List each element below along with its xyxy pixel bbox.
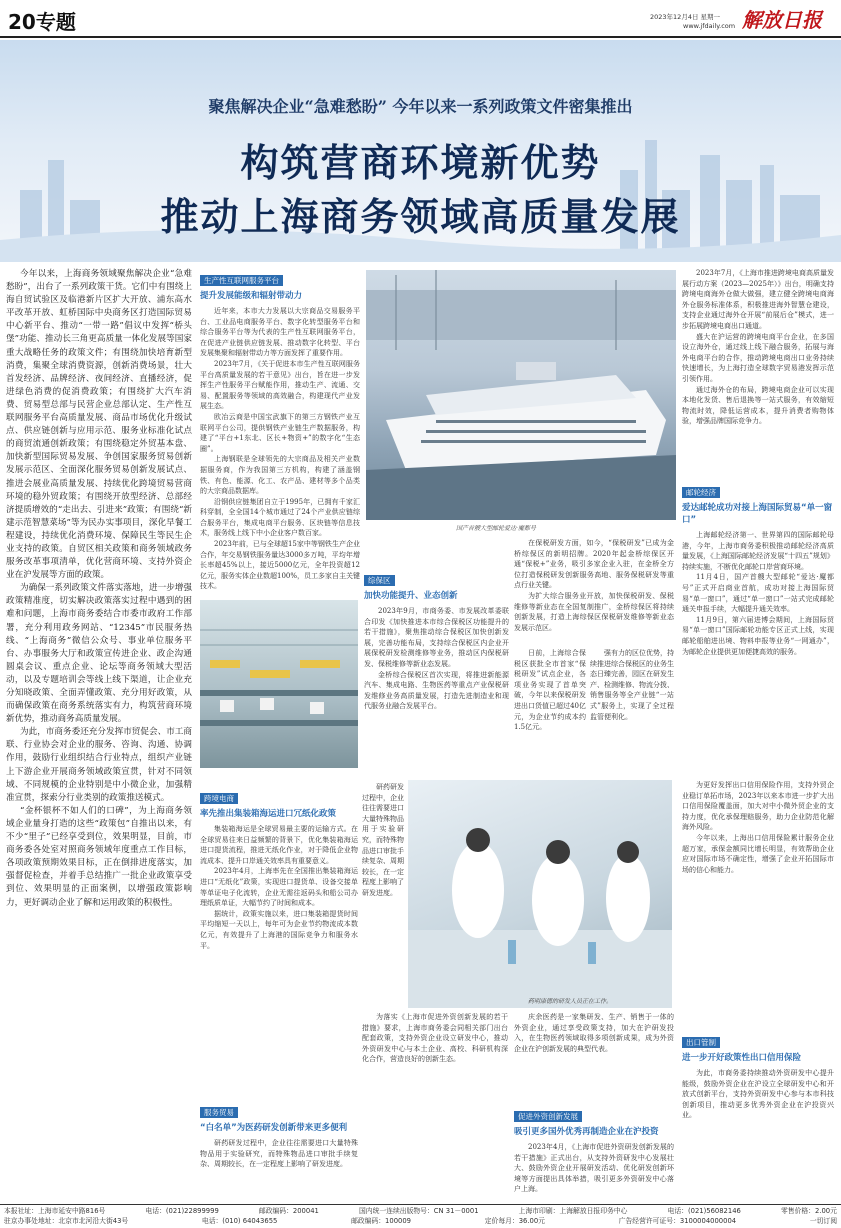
- footer-postcode: 邮政编码：200041: [258, 1207, 319, 1215]
- body-paragraph: 2023年前，已与全球超15家中等钢铁生产企业合作，年交易钢铁服务量达3000多万吨，平均年增长率超45%以上，接近5000亿元，全年投资超12亿元，服务实体企业数超100%，员工多家自主关键技术。: [200, 540, 361, 591]
- body-paragraph: 11月4日，国产首艘大型邮轮“爱达·魔都号”正式开启商业首航，成功对接上海国际贸易“单一窗口”，通过“单一窗口”一站式完成邮轮通关申报手续，大幅提升通关效率。: [682, 573, 834, 614]
- section-subhead: 加快功能提升、业态创新: [364, 591, 458, 601]
- section-body: [200, 1138, 358, 1178]
- footer-subscribe: 一切订阅: [809, 1217, 837, 1225]
- footer-issn: 国内统一连续出版物号：CN 31－0001: [359, 1207, 479, 1215]
- section-subhead: 爱达邮轮成功对接上海国际贸易“单一窗口”: [682, 503, 833, 525]
- section-label: 生产性互联网服务平台: [200, 275, 283, 286]
- intro-column: [6, 268, 192, 1168]
- lab-photo: [408, 780, 672, 1008]
- header-date: 2023年12月4日 星期一: [650, 13, 721, 21]
- section-label: 综保区: [364, 575, 395, 586]
- footer-beijing-phone: 电话：(010) 64043655: [201, 1217, 278, 1225]
- section-subhead: “白名单”为医药研发创新带来更多便利: [200, 1123, 348, 1133]
- section-label: 邮轮经济: [682, 487, 720, 498]
- body-paragraph: 据统计，政策实施以来，进口集装箱提货时间平均缩短一天以上，每年可为企业节约物流成本数亿元，有效提升了上海港的国际竞争力和服务水平。: [200, 909, 358, 950]
- right-column-middle: [682, 780, 834, 1026]
- newspaper-logo: 解放日报: [742, 8, 822, 32]
- body-paragraph: 2023年4月，《上海市促进外资研发创新发展的若干措施》正式出台，从支持外资研发中心发展壮大、鼓励外资企业开展研发活动、优化研发创新环境等方面提出具体举措，吸引更多外资研发中心落户上海。: [514, 1143, 674, 1194]
- footer: [4, 1206, 837, 1226]
- cruise-ship-photo: [366, 270, 676, 532]
- body-paragraph: 庆余医药是一家集研发、生产、销售于一体的外资企业，通过享受政策支持，加大在沪研发投入，在生物医药领域取得多项创新成果，成为外资企业在沪创新发展的典型代表。: [514, 1013, 674, 1053]
- service-trade-narrow-column: [362, 782, 404, 978]
- lab-caption: 药明康德的研发人员正在工作。: [528, 998, 613, 1005]
- service-trade-body-continued: [362, 1012, 508, 1162]
- footer-price: 零售价格：2.00元: [781, 1207, 837, 1215]
- body-paragraph: 为扩大综合服务业开放，加快保税研发、保税维修等新业态在全国复制推广，金桥综保区将持续创新发展，打造上海综保区保税研发维修等新业态发展示范区。: [514, 591, 674, 632]
- section-platform: [200, 268, 360, 628]
- header-web: www.jfdaily.com: [683, 22, 736, 30]
- footer-address: 本报社址：上海市延安中路816号: [4, 1207, 106, 1215]
- footer-line-1: [4, 1206, 837, 1216]
- section-paperless: [200, 786, 358, 1094]
- body-paragraph: 近年来，本市大力发展以大宗商品交易服务平台、工业品电商服务平台、数字化转型服务平台和综合服务平台等为代表的生产性互联网服务平台，在促进产业链供应链发展、推动数字化转型、平台发展集聚和辐射带动力等方面发挥了重要作用。: [200, 307, 360, 358]
- section-body: [200, 824, 358, 1094]
- section-subhead: 提升发展能级和辐射带动力: [200, 291, 303, 301]
- warehouse-illustration: [200, 600, 358, 768]
- section-body: [682, 530, 834, 800]
- body-paragraph: 盛大在沪运营的跨境电商平台企业，在多国设立海外仓，通过线上线下融合服务，拓展与海外电商平台的合作，推动跨境电商出口业务持续快速增长，为上海打造全球数字贸易港发挥示范引领作用。: [682, 332, 834, 383]
- footer-ad-license: 广告经营许可证号：3100004000004: [618, 1217, 737, 1225]
- section-subhead: 率先推出集装箱海运进口冗纸化政策: [200, 809, 337, 819]
- cruise-ship-caption: 国产首艘大型邮轮爱达·魔都号: [456, 525, 536, 532]
- intro-paragraph-1: 今年以来，上海商务领域聚焦解决企业“急难愁盼”，出台了一系列政策干货。它们中有围绕上海自贸试验区及临港新片区扩大开放、浦东高水平改革开放、虹桥国际中央商务区打造国际贸易中心新平台、推动“一带一路”倡议中发挥“桥头堡”功能、推动长三角更高质量一体化发展等国家重大战略任务的政策文件；有围绕加快培育新型消费，集聚全球消费资源，创新消费场景，壮大首发经济、品牌经济、夜间经济、直播经济，促进绿色消费的促消费政策；有围绕扩大汽车消费、贸易型总部与民营企业总部认定、生产性互联网服务平台高质量发展、商品市场优化升级试点、供应链创新与应用示范、服务业标准化试点的商贸流通创新政策；有围绕稳定外贸基本盘、加快新型国际贸易发展、争创国家服务贸易创新发展示范区、全面深化服务贸易创新发展试点、推进会展业高质量发展、持续优化跨境贸易营商环境的稳外贸政策；有围绕开放型经济、总部经济提质增效的“走出去、引进来”政策；有围绕“新建示范智慧菜场”等为民办实事项目，深化早餐工程建设，持续优化消费环境、保障民生等民生企业支持的政策。自贸区相关政策和商务领域政务服务改革事项清单，优化营商环境、支持外资企业在沪发展等方面的政策。: [6, 269, 192, 581]
- body-paragraph: 11月9日，第六届进博会期间，上海国际贸易“单一窗口”国际邮轮功能专区正式上线，实现邮轮船舶进出境、物料申报等业务“一网通办”，为邮轮企业提供更加便捷高效的服务。: [682, 615, 834, 656]
- body-paragraph: 2023年7月，《上海市推进跨境电商高质量发展行动方案（2023—2025年）》出台，明确支持跨境电商海外仓做大做强，建立健全跨境电商海外仓服务标准体系，积极推进海外智慧仓建设，支持企业通过海外仓开展“前展后仓”模式，进一步拓展跨境电商出口通道。: [682, 269, 834, 330]
- section-foreign-rd: [514, 1104, 674, 1198]
- right-column-top: [682, 268, 834, 480]
- footer-printer-phone: 电话：(021)56082146: [667, 1207, 741, 1215]
- body-paragraph: 为更好发挥出口信用保险作用，支持外贸企业稳订单拓市场，2023年以来本市进一步扩大出口信用保险覆盖面，加大对中小微外贸企业的支持力度，优化承保理赔服务，助力企业防范化解海外风险。: [682, 781, 834, 832]
- section-export-insurance: [682, 1030, 834, 1188]
- body-paragraph: 为此，市商务委持续推动外资研发中心提升能级，鼓励外资企业在沪设立全球研发中心和开放式创新平台，支持外资研发中心参与本市科技创新项目，推动更多优秀外资企业在沪投资兴业。: [682, 1069, 834, 1120]
- body-paragraph: 今年以来，上海出口信用保险累计服务企业超万家，承保金额同比增长明显，有效帮助企业应对国际市场不确定性，增强了企业开拓国际市场的信心和能力。: [682, 833, 834, 874]
- section-cruise: [682, 480, 834, 800]
- section-label: 促进外资创新发展: [514, 1111, 582, 1122]
- body-paragraph: 沿钢供应链集团自立于1995年，已拥有千家汇科穿制，全全国14个城市通过了24个产业供应链综合服务平台，集成电商平台服务、区块链等信息技术，服务线上线下中小企业客户数百家。: [200, 497, 360, 538]
- lower-center-column: [514, 1012, 674, 1102]
- bonded-zone-continued: [514, 538, 674, 648]
- footer-monthly-price: 定价每月：36.00元: [484, 1217, 545, 1225]
- banner-kicker: 聚焦解决企业“急难愁盼” 今年以来一系列政策文件密集推出: [208, 97, 633, 116]
- section-label: 出口管制: [682, 1037, 720, 1048]
- body-paragraph: 金桥综合保税区首次实现，将推进新能源汽车、集成电路、生物医药等重点产业保税研发维修业务高质量发展，打造先进制造业和现代服务业融合发展平台。: [364, 670, 509, 711]
- section-service-trade: [200, 1100, 358, 1178]
- intro-paragraph-3: 为此，市商务委还充分发挥市贸促会、市工商联、行业协会对企业的服务、咨询、沟通、协调作用，鼓励行业组织结合行业特点，组织产业链上下游企业开展商务领域政策宣贯，针对不同领域、不同规模的企业特别是中小微企业，加强精准宣贯，探索分行业类别的政策推送模式。: [6, 727, 192, 803]
- footer-printer: 上海市印刷：上海解放日报印务中心: [518, 1207, 628, 1215]
- body-paragraph: 研药研发过程中，企业往往需要进口大量特殊物品用于实验研究，而特殊物品进口审批手续复杂、周期较长，在一定程度上影响了研发进度。: [200, 1139, 358, 1169]
- header-bar: [0, 0, 841, 36]
- body-paragraph: 在保税研发方面，如今，“保税研发”已成为金桥综保区的新明招牌。2020年起金桥综保区开通“保税+”业务，吸引多家企业入驻，在金桥全方位打造保税研发创新服务高地、服务保税研发等重点行业关键。: [514, 539, 674, 590]
- warehouse-photo: [200, 600, 358, 780]
- body-paragraph: 2023年4月，上海率先在全国推出集装箱海运进口“无纸化”政策，实现进口提货单、设备交接单等单证电子化流转，企业无需往返码头和船公司办理纸质单证，大幅节约了时间和成本。: [200, 867, 358, 908]
- header-rule: [0, 36, 841, 38]
- page-number: 20专题: [8, 10, 76, 34]
- footer-phone: 电话：(021)22899999: [145, 1207, 219, 1215]
- section-body: [682, 1068, 834, 1188]
- warehouse-caption: 菜鸟跨境仓配中心: [218, 773, 267, 780]
- intro-paragraph-4: “金杯银杯不如人们的口碑”，为上海商务领域企业量身打造的这些“政策包”自推出以来，有不少“里子”已经享受到位，效果明显，目前，市商务委各处室对照商务领域年度重点工作目标，各项政策预期效果目标，正在倒排进度落实，加强督促检查，并着手总结推广一批企业政策享受到位、效果明显的正面案例，以增强政策影响力，更好调动企业了解和运用政策的积极性。: [6, 805, 192, 908]
- body-paragraph: 欧冶云商是中国宝武旗下的第三方钢铁产业互联网平台公司，提供钢铁产业链生产数据服务，构建了“平台+1东北、区长+物资+”的数字化“生态圈”。: [200, 412, 360, 453]
- intro-paragraph-2: 为确保一系列政策文件落实落地，进一步增强政策精准度，切实解决政策落实过程中遇到的困难和问题，上海市商务委结合市委市政府工作部署，充分利用政务网站、“12345”市民服务热线、“上海商务”微信公众号、事业单位服务平台、办事服务大厅和政策宣传进企业、政企沟通圆桌会议、重点企业、论坛等商务领域大型活动，以及专题培训会等线上线下渠道，让企业充分知晓政策、全面弄懂政策、充分用好政策，从而确保政策在商务系统落实有力，构筑营商环境新优势，推动商务高质量发展。: [6, 583, 192, 725]
- section-subhead: 吸引更多国外优秀再制造企业在沪投资: [514, 1127, 659, 1137]
- body-paragraph: 强有力的区位优势，持续推进综合保税区的业务生态日臻完善，园区在研发生产、检测维修、物流分拨、销售服务等全产业链“一站式”服务上，实现了全过程监管便利化。: [590, 649, 674, 721]
- body-paragraph: 集装箱海运是全球贸易最主要的运输方式。在全球贸易往来日益频繁的背景下，优化集装箱海运进口提货流程，推进无纸化作业，对于降低企业物流成本、提升口岸通关效率具有重要意义。: [200, 825, 358, 865]
- section-lead: [364, 538, 509, 568]
- footer-rule: [0, 1204, 841, 1205]
- section-subhead: 进一步开好政策性出口信用保险: [682, 1053, 802, 1063]
- banner-title-1: 构筑营商环境新优势: [240, 140, 601, 185]
- body-paragraph: 上海邮轮经济第一、世界第四的国际邮轮母港，今年，上海市商务委积极推动邮轮经济高质量发展，《上海国际邮轮经济发展“十四五”规划》持续实施，不断优化邮轮口岸营商环境。: [682, 531, 834, 571]
- section-label: 跨境电商: [200, 793, 238, 804]
- section-body: [514, 1142, 674, 1198]
- footer-beijing-office: 驻京办事处地址：北京市北河沿大街43号: [4, 1217, 129, 1225]
- body-paragraph: 上海钢联是全球领先的大宗商品及相关产业数据服务商，作为我国第三方机构，构建了涵盖钢铁、有色、能源、化工、农产品、建材等多个品类的大宗商品数据库。: [200, 455, 360, 496]
- banner-title-2: 推动上海商务领域高质量发展: [160, 194, 681, 239]
- body-paragraph: 通过海外仓的布局，跨境电商企业可以实现本地化发货、售后退换等一站式服务，有效缩短物流时效，降低运营成本，提升消费者购物体验，增强品牌国际竞争力。: [682, 385, 834, 426]
- footer-line-2: [4, 1216, 837, 1226]
- lab-illustration: [408, 780, 672, 1008]
- cruise-ship-illustration: [366, 270, 676, 520]
- banner: [0, 40, 841, 262]
- body-paragraph: 2023年7月，《关于促进本市生产性互联网服务平台高质量发展的若干意见》出台，旨在进一步发挥生产性服务平台赋能作用，推动生产、流通、交易、配置服务等领域的高效融合，构建现代产业发展生态。: [200, 359, 360, 411]
- footer-beijing-postcode: 邮政编码：100009: [351, 1217, 412, 1225]
- body-paragraph: 日前，上海综合保税区获批全市首家“保税研发”试点企业，各项业务实现了首单突破，今年以来保税研发进出口货值已超过40亿元，为企业节约成本约1.5亿元。: [514, 649, 586, 732]
- body-paragraph: 为落实《上海市促进外资创新发展的若干措施》要求，上海市商务委会同相关部门出台配套政策，支持外资企业设立研发中心，推动外资研发中心与本土企业、高校、科研机构深化合作，营造良好的创新生态。: [362, 1013, 508, 1064]
- body-paragraph: 研药研发过程中，企业往往需要进口大量特殊物品用于实验研究，而特殊物品进口审批手续复杂、周期较长，在一定程度上影响了研发进度。: [362, 783, 404, 897]
- body-paragraph: 2023年9月，市商务委、市发展改革委联合印发《加快推进本市综合保税区功能提升的若干措施》，聚焦推动综合保税区加快创新发展，完善功能布局，支持综合保税区内企业开展保税研发检测维修等业务，推动区内保税研发、保税维修等新业态发展。: [364, 607, 509, 668]
- section-body: [200, 306, 360, 628]
- section-label: 服务贸易: [200, 1107, 238, 1118]
